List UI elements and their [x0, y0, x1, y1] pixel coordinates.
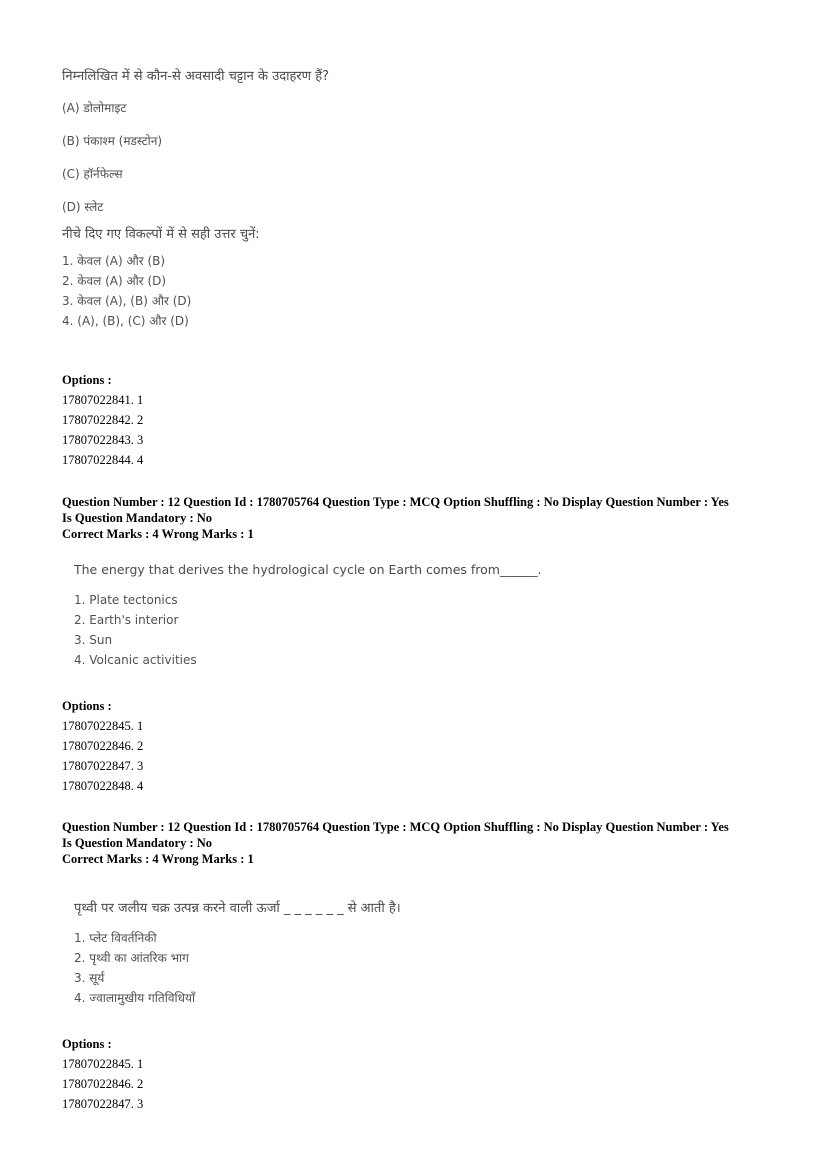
- options-title: Options :: [62, 1037, 112, 1051]
- answer-choice: 4. ज्वालामुखीय गतिविधियाँ: [74, 991, 196, 1005]
- answer-choice: 2. केवल (A) और (D): [62, 274, 167, 288]
- answer-choice: 1. Plate tectonics: [74, 593, 178, 607]
- question-marks: Correct Marks : 4 Wrong Marks : 1: [62, 527, 254, 541]
- answer-choice: 1. प्लेट विवर्तनिकी: [74, 931, 157, 945]
- answer-choice: 4. (A), (B), (C) और (D): [62, 314, 189, 328]
- statement-item: (B) पंकाश्म (मडस्टोन): [62, 134, 163, 148]
- answer-choice: 4. Volcanic activities: [74, 653, 197, 667]
- question-marks: Correct Marks : 4 Wrong Marks : 1: [62, 852, 254, 866]
- option-row: 17807022845. 1: [62, 719, 144, 733]
- option-row: 17807022841. 1: [62, 393, 144, 407]
- answer-choice: 3. केवल (A), (B) और (D): [62, 294, 192, 308]
- answer-choice: 3. Sun: [74, 633, 113, 647]
- question-stem: निम्नलिखित में से कौन-से अवसादी चट्टान के उदाहरण हैं?: [62, 69, 330, 84]
- option-row: 17807022845. 1: [62, 1057, 144, 1071]
- answer-choice: 2. Earth's interior: [74, 613, 179, 627]
- question-stem: The energy that derives the hydrological cycle on Earth comes from______.: [74, 562, 542, 577]
- options-title: Options :: [62, 373, 112, 387]
- question-meta-line: Question Number : 12 Question Id : 1780705764 Question Type : MCQ Option Shuffling : No Display Question Number : Yes: [62, 495, 729, 509]
- answer-choice: 1. केवल (A) और (B): [62, 254, 166, 268]
- answer-choice: 2. पृथ्वी का आंतरिक भाग: [74, 951, 189, 965]
- option-row: 17807022848. 4: [62, 779, 144, 793]
- answer-choice: 3. सूर्य: [74, 971, 105, 985]
- option-row: 17807022847. 3: [62, 1097, 144, 1111]
- question-meta: [62, 494, 782, 542]
- question-image-3: [74, 898, 401, 1008]
- question-instruction: नीचे दिए गए विकल्पों में से सही उत्तर चुनें:: [62, 227, 260, 242]
- options-list: [62, 696, 143, 796]
- options-title: Options :: [62, 699, 112, 713]
- question-meta-line: Question Number : 12 Question Id : 1780705764 Question Type : MCQ Option Shuffling : No Display Question Number : Yes: [62, 820, 729, 834]
- question-mandatory: Is Question Mandatory : No: [62, 511, 213, 525]
- option-row: 17807022846. 2: [62, 1077, 144, 1091]
- option-row: 17807022843. 3: [62, 433, 144, 447]
- question-image-2: [74, 562, 541, 670]
- question-stem: पृथ्वी पर जलीय चक्र उत्पन्न करने वाली ऊर्जा _ _ _ _ _ _ से आती है।: [74, 901, 401, 916]
- options-list: [62, 1034, 143, 1114]
- option-row: 17807022844. 4: [62, 453, 144, 467]
- statement-item: (D) स्लेट: [62, 200, 104, 214]
- question-mandatory: Is Question Mandatory : No: [62, 836, 213, 850]
- question-image-1: [62, 66, 329, 331]
- statement-item: (C) हॉर्नफेल्स: [62, 167, 123, 181]
- option-row: 17807022847. 3: [62, 759, 144, 773]
- option-row: 17807022846. 2: [62, 739, 144, 753]
- option-row: 17807022842. 2: [62, 413, 144, 427]
- statement-item: (A) डोलोमाइट: [62, 101, 127, 115]
- options-list: [62, 370, 143, 470]
- question-meta: [62, 819, 782, 867]
